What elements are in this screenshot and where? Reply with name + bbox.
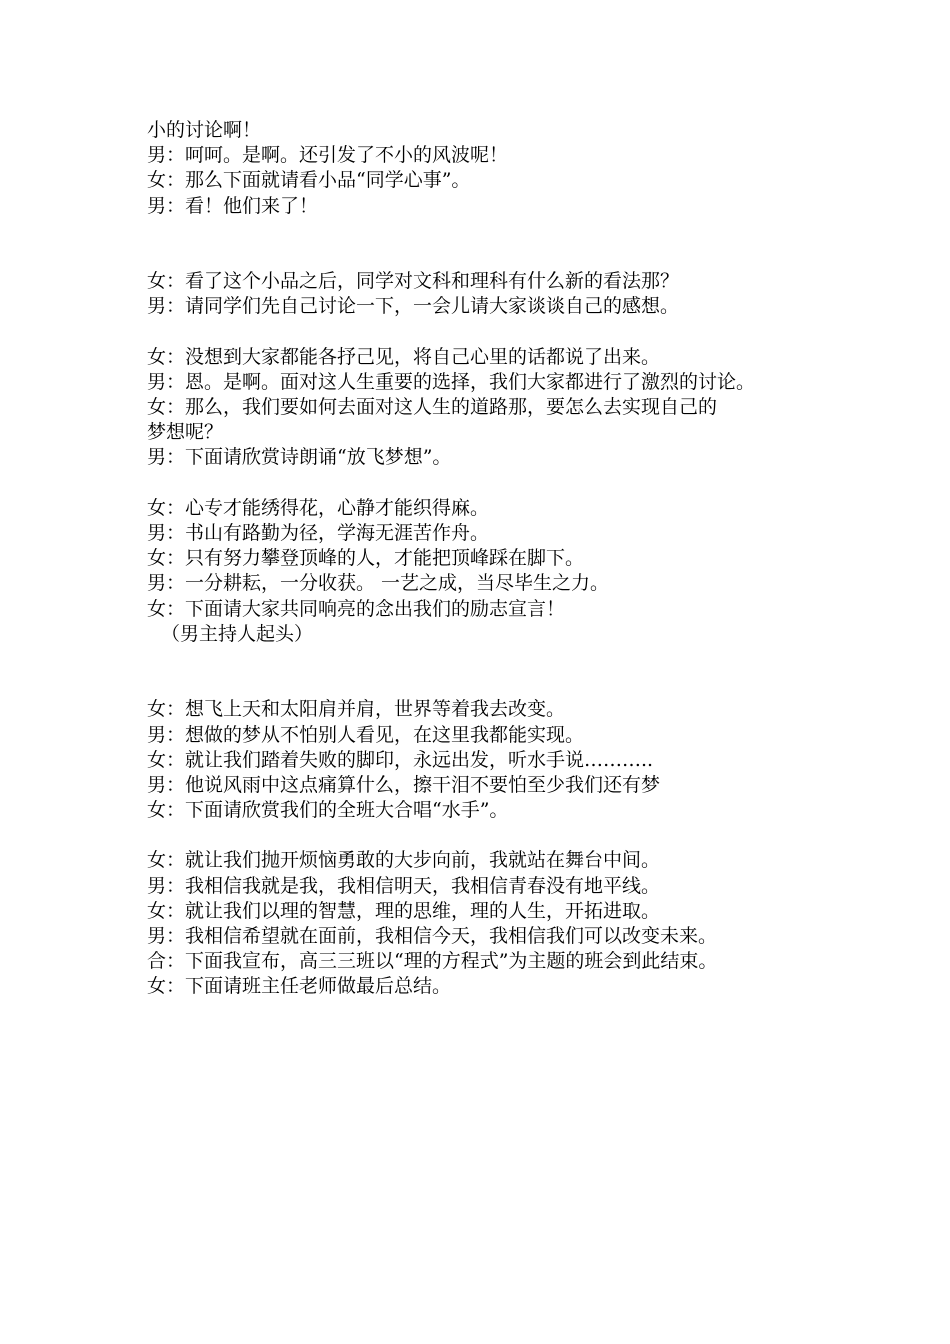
dialogue-line: 女：看了这个小品之后，同学对文科和理科有什么新的看法那？ bbox=[147, 270, 680, 293]
paragraph-spacer bbox=[147, 219, 907, 269]
dialogue-line: 女：那么，我们要如何去面对这人生的道路那，要怎么去实现自己的 bbox=[147, 396, 718, 419]
dialogue-line: 梦想呢？ bbox=[147, 421, 224, 444]
dialogue-block-3 bbox=[147, 345, 907, 471]
dialogue-block-6 bbox=[147, 848, 907, 999]
dialogue-line: 男：看！他们来了！ bbox=[147, 194, 319, 217]
dialogue-line: 小的讨论啊！ bbox=[147, 119, 262, 141]
paragraph-spacer bbox=[147, 471, 907, 496]
dialogue-line: 男：一分耕耘，一分收获。 一艺之成，当尽毕生之力。 bbox=[147, 572, 610, 595]
dialogue-block-1 bbox=[147, 118, 907, 219]
dialogue-line: 男：他说风雨中这点痛算什么，擦干泪不要怕至少我们还有梦 bbox=[147, 773, 661, 796]
dialogue-line: 女：心专才能绣得花，心静才能织得麻。 bbox=[147, 496, 490, 519]
dialogue-line: 男：我相信希望就在面前，我相信今天，我相信我们可以改变未来。 bbox=[147, 925, 718, 948]
dialogue-line: 女：下面请班主任老师做最后总结。 bbox=[147, 975, 452, 998]
dialogue-line: 女：下面请大家共同响亮的念出我们的励志宣言！ bbox=[147, 597, 566, 620]
dialogue-line: 合：下面我宣布，高三三班以“理的方程式”为主题的班会到此结束。 bbox=[147, 950, 718, 973]
script-body bbox=[147, 118, 907, 1000]
dialogue-line: 男：呵呵。是啊。还引发了不小的风波呢！ bbox=[147, 144, 509, 167]
dialogue-line: 女：只有努力攀登顶峰的人，才能把顶峰踩在脚下。 bbox=[147, 547, 585, 570]
dialogue-block-5 bbox=[147, 697, 907, 823]
dialogue-line: 男：书山有路勤为径，学海无涯苦作舟。 bbox=[147, 522, 490, 545]
dialogue-line: 男：我相信我就是我，我相信明天，我相信青春没有地平线。 bbox=[147, 874, 661, 897]
dialogue-line: 男：下面请欣赏诗朗诵“放飞梦想”。 bbox=[147, 446, 452, 469]
dialogue-block-2 bbox=[147, 269, 907, 319]
paragraph-spacer bbox=[147, 647, 907, 697]
dialogue-line: 男：恩。是啊。面对这人生重要的选择，我们大家都进行了激烈的讨论。 bbox=[147, 370, 756, 393]
dialogue-line: 男：想做的梦从不怕别人看见，在这里我都能实现。 bbox=[147, 723, 585, 746]
dialogue-line: 女：那么下面就请看小品“同学心事”。 bbox=[147, 169, 471, 192]
dialogue-line: 女：就让我们以理的智慧，理的思维，理的人生，开拓进取。 bbox=[147, 899, 661, 922]
dialogue-block-4 bbox=[147, 496, 907, 647]
paragraph-spacer bbox=[147, 320, 907, 345]
dialogue-line: 男：请同学们先自己讨论一下，一会儿请大家谈谈自己的感想。 bbox=[147, 295, 680, 318]
stage-direction: （男主持人起头） bbox=[161, 622, 314, 645]
dialogue-line: 女：想飞上天和太阳肩并肩，世界等着我去改变。 bbox=[147, 698, 566, 721]
dialogue-line: 女：就让我们抛开烦恼勇敢的大步向前，我就站在舞台中间。 bbox=[147, 849, 661, 872]
dialogue-line: 女：下面请欣赏我们的全班大合唱“水手”。 bbox=[147, 799, 509, 822]
dialogue-line: 女：就让我们踏着失败的脚印，永远出发，听水手说……….. bbox=[147, 748, 654, 771]
dialogue-line: 女：没想到大家都能各抒己见，将自己心里的话都说了出来。 bbox=[147, 345, 661, 368]
paragraph-spacer bbox=[147, 823, 907, 848]
